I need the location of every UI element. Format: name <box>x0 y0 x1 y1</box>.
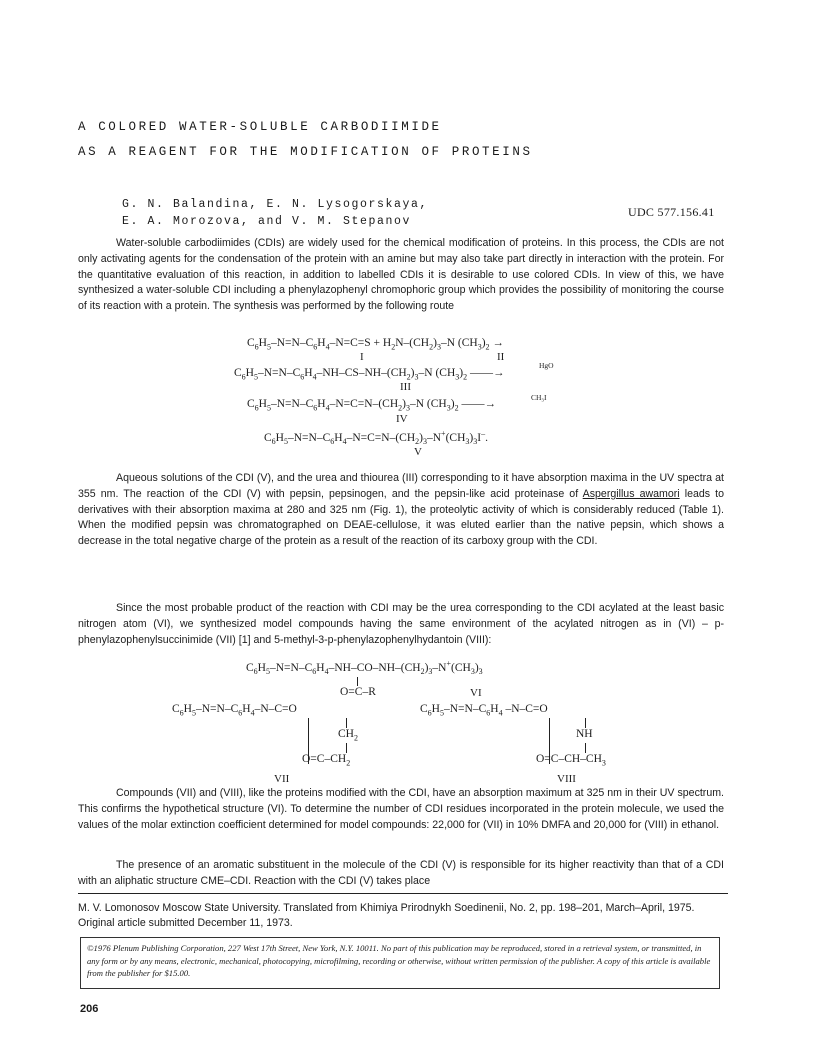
article-title-line-1: A COLORED WATER-SOLUBLE CARBODIIMIDE <box>78 120 442 134</box>
copyright-box: ©1976 Plenum Publishing Corporation, 227 West 17th Street, New York, N.Y. 10011. No part of this publication may be reproduced, stored in a retrieval system, or transmitted, in any form or by any means, electronic, mechanical, photocopying, microfilming, recording or otherwise, without written permission of the publisher. A copy of this article is available from the publisher for $15.00. <box>80 937 720 989</box>
bond <box>585 743 586 753</box>
label-compound-V: V <box>414 446 422 458</box>
compound-VI-acyl: O=C–R <box>340 686 376 698</box>
bond <box>346 718 347 728</box>
label-compound-VII: VII <box>274 773 290 785</box>
compound-VII-ch2: $CH_2$ <box>338 728 358 743</box>
label-compound-IV: IV <box>396 413 408 425</box>
compound-VIII-bottom: $O=C-CH-CH_3$ <box>536 753 606 768</box>
paragraph-2: Aqueous solutions of the CDI (V), and the urea and thiourea (III) corresponding to it have absorption maxima in the UV spectra at 355 nm. The reaction of the CDI (V) with pepsin, pepsinogen, and the pepsin-like acid proteinase of Aspergillus awamori leads to derivatives with their absorption maxima at 280 and 325 nm (Fig. 1), the proteolytic activity of which is considerably reduced (Table 1). When the modified pepsin was chromatographed on DEAE-cellulose, it was eluted earlier than the native pepsin, which shows a decrease in the total negative charge of the protein as a result of the reaction of its carboxy group with the CDI. <box>78 472 724 548</box>
affiliation-note: M. V. Lomonosov Moscow State University. Translated from Khimiya Prirodnykh Soedinenii, No. 2, pp. 198–201, March–April, 1975. Original article submitted December 11, 1973. <box>78 902 695 929</box>
reagent-CH3I: CH₃I <box>531 393 547 402</box>
species-name: Aspergillus awamori <box>582 487 680 500</box>
compound-VIII-top: $C_6H_5-N=N-C_6H_4$ –N–C=O <box>420 703 548 718</box>
authors-line-2: E. A. Morozova, and V. M. Stepanov <box>122 215 412 228</box>
compound-VIII-nh: NH <box>576 728 593 740</box>
scheme-row-2: $C_6H_5-N=N-C_6H_4-NH-CS-NH-(CH_2)_3-N$ $(CH_3)_2$ ——→ <box>234 367 505 382</box>
paragraph-5: The presence of an aromatic substituent in the molecule of the CDI (V) is responsible for its higher reactivity than that of a CDI with an aliphatic structure CME–CDI. Reaction with the CDI (V) takes place <box>78 859 724 887</box>
authors-line-1: G. N. Balandina, E. N. Lysogorskaya, <box>122 198 429 211</box>
paragraph-3: Since the most probable product of the reaction with CDI may be the urea corresponding to the CDI acylated at the least basic nitrogen atom (VI), we synthesized model compounds having the same environment of the acylated nitrogen as in (VI) – p-phenylazophenylsuccinimide (VII) [1] and 5-methyl-3-p-phenylazophenylhydantoin (VIII): <box>78 602 724 646</box>
udc-code: UDC 577.156.41 <box>628 205 715 219</box>
footnote-divider <box>78 893 728 894</box>
compound-VII-top: $C_6H_5-N=N-C_6H_4-N-C=O$ <box>172 703 297 718</box>
label-compound-I: I <box>360 351 364 363</box>
compound-VI-chain: $C_6H_5-N=N-C_6H_4-NH-CO-NH-(CH_2)_3-N^+(CH_3)_3$ <box>246 659 483 677</box>
article-title-line-2: AS A REAGENT FOR THE MODIFICATION OF PROTEINS <box>78 145 533 159</box>
reagent-HgO: HgO <box>539 361 554 370</box>
compound-VII-bottom: $O=C-CH_2$ <box>302 753 351 768</box>
bond <box>585 718 586 728</box>
bond <box>346 743 347 753</box>
paragraph-1: Water-soluble carbodiimides (CDIs) are widely used for the chemical modification of proteins. In this process, the CDIs are not only activating agents for the condensation of the protein with an amine but may also take part directly in interaction with the protein. For the quantitative evaluation of this reaction, in addition to labelled CDIs it is desirable to use colored CDIs. In view of this, we have synthesized a water-soluble CDI including a phenylazophenyl chromophoric group which provides the possibility of monitoring the course of its reaction with a protein. The synthesis was performed by the following route <box>78 237 724 313</box>
paragraph-4: Compounds (VII) and (VIII), like the proteins modified with the CDI, have an absorption maximum at 325 nm in their UV spectrum. This confirms the hypothetical structure (VI). To determine the number of CDI residues incorporated in the protein molecule, we used the values of the molar extinction coefficient determined for model compounds: 22,000 for (VII) in 10% DMFA and 20,000 for (VIII) in ethanol. <box>78 787 724 831</box>
scheme-row-4: $C_6H_5-N=N-C_6H_4-N=C=N-(CH_2)_3-N^+(CH_3)_3I^-$. <box>264 429 488 447</box>
label-compound-VI: VI <box>470 687 482 699</box>
scheme-row-1: $C_6H_5-N=N-C_6H_4-N=C=S + H_2N-(CH_2)_3-N$ $(CH_3)_2$ → <box>247 337 504 352</box>
label-compound-III: III <box>400 381 411 393</box>
page-number: 206 <box>80 1003 99 1015</box>
label-compound-II: II <box>497 351 505 363</box>
label-compound-VIII: VIII <box>557 773 576 785</box>
scheme-row-3: $C_6H_5-N=N-C_6H_4-N=C=N-(CH_2)_3-N$ $(CH_3)_2$ ——→ <box>247 398 496 413</box>
bond <box>357 677 358 686</box>
